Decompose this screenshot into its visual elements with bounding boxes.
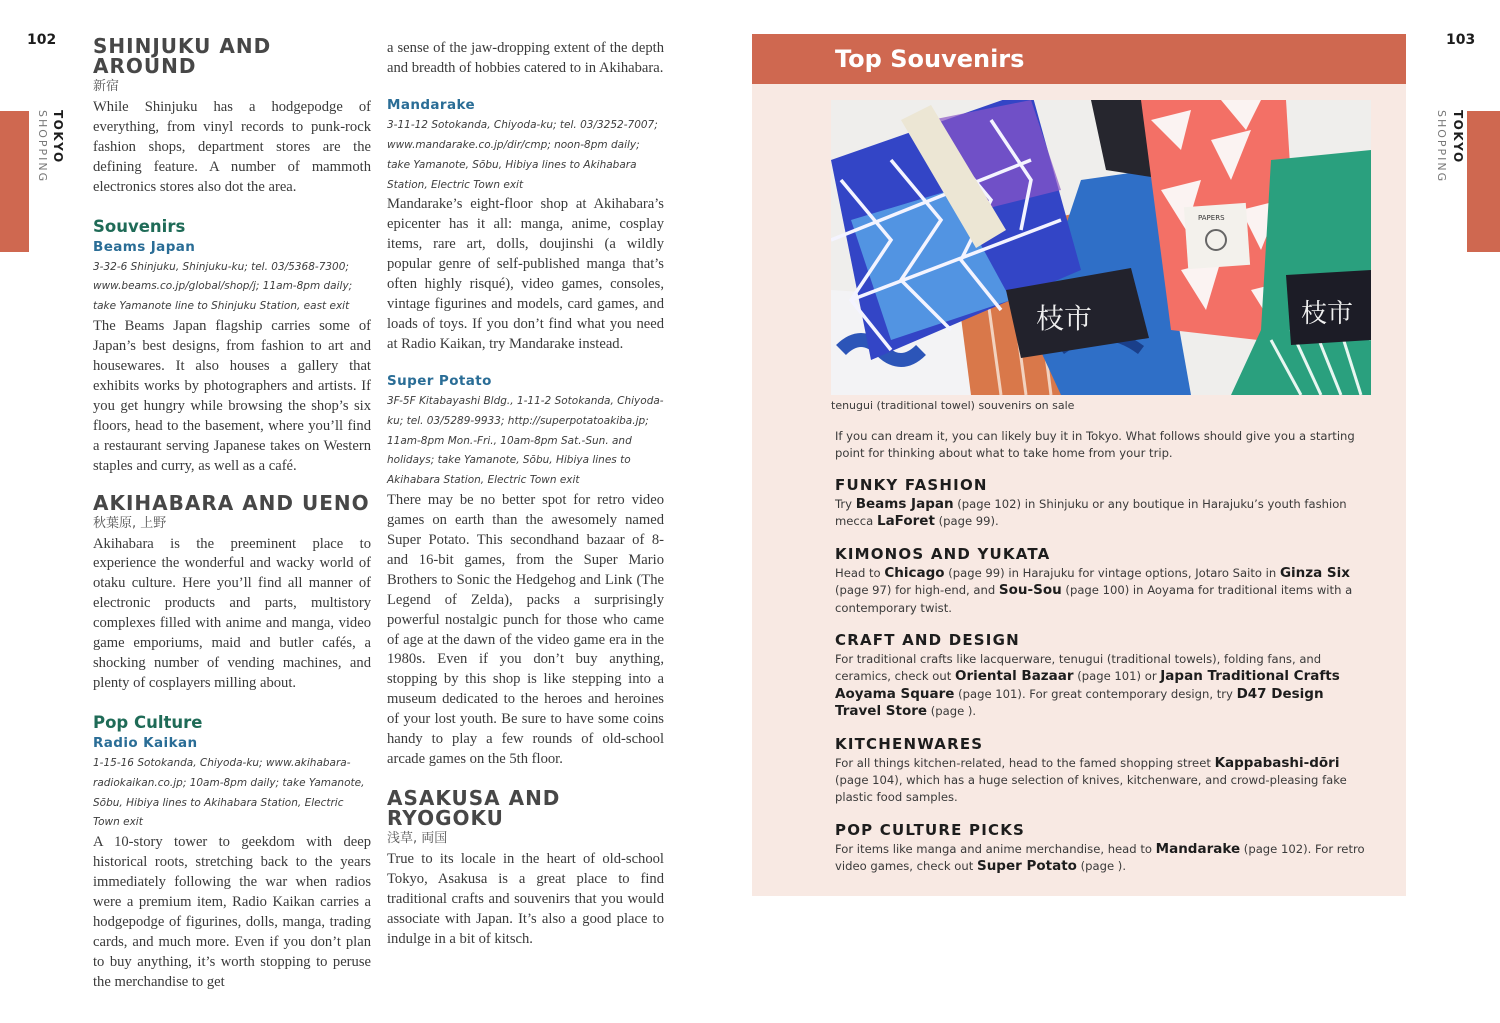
tip-item [835, 733, 1368, 807]
kanji-label-left: 枝市 [1036, 302, 1093, 335]
tip-text-run: Head to [835, 565, 885, 580]
category-heading-pop-culture: Pop Culture [93, 712, 203, 732]
tenugui-photo [831, 100, 1371, 395]
tip-item [835, 474, 1368, 531]
region-heading-asakusa [387, 785, 664, 830]
shop-reference: Sou-Sou [998, 582, 1062, 599]
body-paragraph: The Beams Japan flagship carries some of Japan’s best designs, from fashion to art and housewares. It also houses a gallery that exhibits works by photographers and artists. If you get hungry while browsing the shop’s six floors, head to the basement, where you’ll find a restaurant serving Japanese takes on Western staples and curry, as well as a café. [93, 318, 371, 474]
tip-text-run: (page 97) for high-end, and [835, 583, 999, 598]
sidebar-body [835, 428, 1368, 888]
shop-info: 3-32-6 Shinjuku, Shinjuku-ku; tel. 03/5368-7300; www.beams.co.jp/global/shop/j; 11am-8pm daily; take Yamanote line to Shinjuku Station, east exit [93, 260, 353, 313]
tip-heading: CRAFT AND DESIGN [835, 631, 1020, 650]
shop-info: 3-11-12 Sotokanda, Chiyoda-ku; tel. 03/3252-7007; www.mandarake.co.jp/dir/cmp; noon-8pm daily; take Yamanote, Sōbu, Hibiya lines to Akihabara Station, Electric Town exit [387, 118, 658, 191]
section-tab-marker [1467, 111, 1500, 252]
shop-name-mandarake: Mandarake [387, 96, 476, 113]
tenugui-illustration [831, 100, 1371, 395]
japanese-name: 新宿 [93, 79, 120, 94]
shop-reference: Chicago [884, 564, 945, 581]
body-paragraph: While Shinjuku has a hodgepodge of everything, from vinyl records to punk-rock fashion shops, department stores are the defining feature. A number of mammoth electronics stores also dot the area. [93, 99, 371, 195]
shop-info: 3F-5F Kitabayashi Bldg., 1-11-2 Sotokanda, Chiyoda-ku; tel. 03/5289-9933; http://superpotatoakiba.jp; 11am-8pm Mon.-Fri., 10am-8pm Sat.-Sun. and holidays; take Yamanote, Sōbu, Hibiya lines to Akihabara Station, Electric Town exit [387, 394, 664, 487]
tip-text [835, 565, 1368, 617]
shop-reference: Oriental Bazaar [954, 668, 1074, 685]
shop-reference: LaForet [876, 513, 935, 530]
tip-heading: FUNKY FASHION [835, 476, 988, 494]
text-column-1 [93, 36, 371, 993]
shop-reference: Japan Traditional Crafts Aoyama Square [835, 668, 1340, 702]
body-paragraph: A 10-story tower to geekdom with deep historical roots, stretching back to the years immediately following the war when radios were a premium item, Radio Kaikan carries a hodgepodge of figurines, dolls, manga, trading cards, and much more. Even if you don’t plan to buy anything, it’s worth stopping to peruse the merchandise to get [93, 834, 371, 990]
text-column-2 [387, 39, 664, 949]
tip-heading: KIMONOS AND YUKATA [835, 544, 1051, 563]
section-tab-marker [0, 111, 29, 252]
side-city-right [1449, 110, 1468, 164]
tip-text-run: (page 100) in Aoyama for traditional items with a contemporary twist. [835, 583, 1353, 615]
tip-text-run: Try [835, 497, 856, 511]
body-paragraph: There may be no better spot for retro video games on earth than the awesomely named Super Potato. This secondhand bazaar of 8- and 16-bit games, from the Super Mario Brothers to Sonic the Hedgehog and Link (The Legend of Zelda), packs a surprisingly powerful nostalgic punch for those who came of age at the dawn of the video game era in the 1980s. Even if you don’t buy anything, stopping by this shop is like stepping into a museum dedicated to the heroes and heroines of your lost youth. Be sure to have some coins handy to play a few rounds of old-school arcade games on the 5th floor. [387, 492, 664, 767]
side-city-label: TOKYO [51, 110, 65, 164]
page-number-left: 102 [27, 32, 57, 48]
tip-text [835, 755, 1368, 807]
shop-name-super-potato: Super Potato [387, 372, 492, 389]
tip-text [835, 651, 1368, 721]
tip-text-run: (page ). [927, 704, 977, 719]
tip-heading: KITCHENWARES [835, 734, 984, 753]
tip-heading: POP CULTURE PICKS [835, 820, 1026, 839]
tip-item [835, 629, 1368, 721]
sidebar-header [752, 34, 1406, 84]
body-paragraph-continued: a sense of the jaw-dropping extent of the depth and breadth of hobbies catered to in Akihabara. [387, 40, 664, 76]
shop-reference: Super Potato [976, 858, 1077, 875]
japanese-name: 秋葉原, 上野 [93, 515, 167, 531]
tip-text-run: For all things kitchen-related, head to the famed shopping street [835, 755, 1215, 770]
tip-item [835, 543, 1368, 617]
category-heading-souvenirs: Souvenirs [93, 216, 186, 236]
tip-text-run: (page 99). [934, 514, 999, 529]
shop-reference: Ginza Six [1279, 564, 1350, 581]
shop-name-beams-japan: Beams Japan [93, 238, 196, 255]
tip-text [835, 841, 1368, 876]
tip-item [835, 819, 1368, 876]
tip-text-run: (page 101). For great contemporary design, try [954, 686, 1237, 701]
region-heading-line: SHINJUKU AND [93, 34, 272, 58]
body-paragraph: Akihabara is the preeminent place to experience the wonderful and wacky world of otaku culture. Here you’ll find all manner of electronic products and parts, multistory complexes filled with anime and manga, video game emporiums, maid and butler cafés, a shocking number of vending machines, and plenty of cosplayers milling about. [93, 535, 371, 691]
sidebar-title: Top Souvenirs [835, 45, 1025, 73]
tip-text [835, 496, 1368, 531]
side-section-label: SHOPPING [36, 110, 49, 184]
side-section-label: SHOPPING [1435, 110, 1448, 184]
body-paragraph: Mandarake’s eight-floor shop at Akihabara’s epicenter has it all: manga, anime, cosplay items, rare art, dolls, doujinshi (a wildly popular genre of self-published manga that’s often highly risqué), video games, consoles, vintage figurines and models, card games, and loads of toys. If you don’t find what you need at Radio Kaikan, try Mandarake instead. [387, 196, 664, 352]
tip-text-run: (page 99) in Harajuku for vintage options, Jotaro Saito in [944, 565, 1280, 580]
tip-text-run: (page 102) in Shinjuku or any boutique in Harajuku’s youth fashion mecca [835, 497, 1347, 529]
page-number-right: 103 [1446, 32, 1476, 48]
tip-text-run: (page ). [1076, 859, 1127, 874]
shop-reference: Beams Japan [855, 496, 954, 512]
body-paragraph: True to its locale in the heart of old-school Tokyo, Asakusa is a great place to find traditional crafts and souvenirs that you would associate with Japan. It’s also a good place to indulge in a bit of kitsch. [387, 850, 664, 947]
photo-caption: tenugui (traditional towel) souvenirs on sale [831, 399, 1075, 412]
tip-text-run: (page 102). For retro video games, check out [835, 841, 1365, 874]
japanese-name: 浅草, 両国 [387, 830, 448, 846]
sidebar-intro: If you can dream it, you can likely buy it in Tokyo. What follows should give you a starting point for thinking about what to take home from your trip. [835, 429, 1355, 460]
side-city-left [49, 110, 68, 164]
region-heading-akihabara: AKIHABARA AND UENO [93, 490, 370, 515]
region-heading-line: AROUND [93, 54, 197, 78]
side-city-label: TOKYO [1451, 110, 1465, 164]
shop-reference: Mandarake [1155, 840, 1241, 857]
kanji-label-right: 枝市 [1301, 299, 1354, 329]
papers-tag-label: PAPERS [1198, 214, 1225, 222]
tip-text-run: For items like manga and anime merchandise, head to [835, 841, 1156, 856]
shop-info: 1-15-16 Sotokanda, Chiyoda-ku; www.akihabara-radiokaikan.co.jp; 10am-8pm daily; take Yamanote, Sōbu, Hibiya lines to Akihabara Station, Electric Town exit [93, 756, 365, 829]
tips-list [835, 474, 1368, 876]
tip-text-run: (page 104), which has a huge selection of knives, kitchenware, and crowd-pleasing fake plastic food samples. [835, 773, 1347, 805]
shop-reference: D47 Design Travel Store [835, 685, 1324, 720]
region-heading-line: ASAKUSA AND [387, 785, 561, 810]
top-souvenirs-sidebar [752, 34, 1406, 896]
region-heading-line: RYOGOKU [387, 805, 504, 830]
shop-reference: Kappabashi-dōri [1214, 754, 1340, 771]
shop-name-radio-kaikan: Radio Kaikan [93, 734, 198, 751]
tip-text-run: (page 101) or [1073, 669, 1161, 684]
region-heading-shinjuku [93, 36, 371, 76]
tip-text-run: For traditional crafts like lacquerware, tenugui (traditional towels), folding fans, and ceramics, check out [835, 652, 1322, 684]
